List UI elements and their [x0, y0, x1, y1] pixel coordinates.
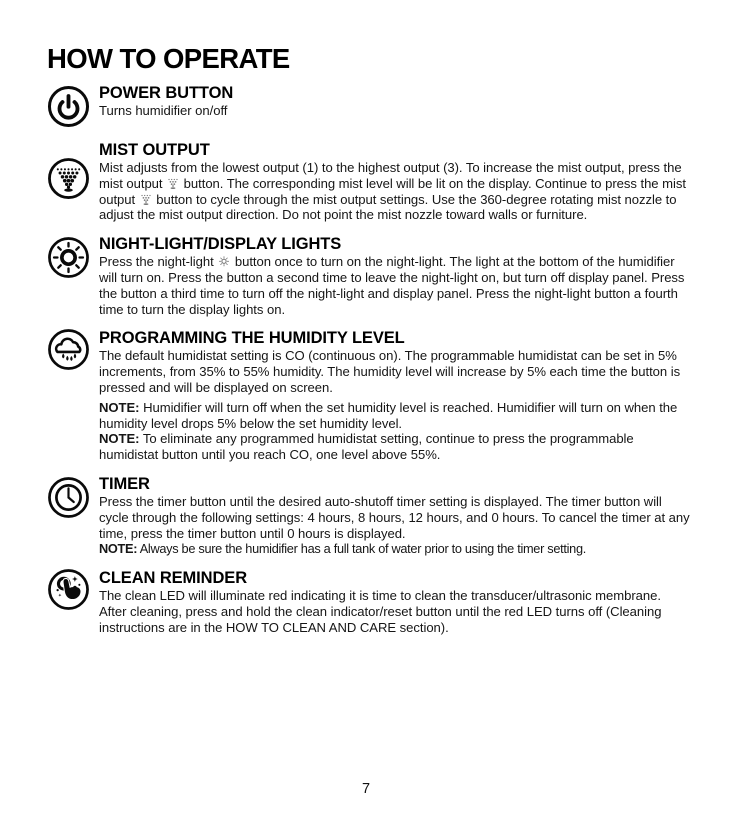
manual-page	[46, 45, 691, 648]
body-paragraph	[99, 348, 691, 395]
text-segment: button. The corresponding mist level will be lit on the display. Continue to press the mist output	[99, 175, 686, 207]
note-paragraph	[99, 541, 691, 557]
section-heading: POWER BUTTON	[99, 84, 234, 102]
body-paragraph	[99, 103, 691, 119]
section-paragraphs	[99, 494, 691, 557]
section-timer	[46, 475, 691, 557]
section-night-light-display-lights	[46, 235, 691, 317]
icon-column	[46, 141, 91, 223]
text-segment: button to cycle through the mist output settings. Use the 360-degree rotating mist nozzle to adjust the mist output direction. Do not point the mist nozzle toward walls or furniture.	[99, 191, 677, 223]
text-column	[99, 329, 691, 463]
section-programming-humidity-level	[46, 329, 691, 463]
section-heading: NIGHT-LIGHT/DISPLAY LIGHTS	[99, 235, 342, 254]
mist-inline-icon	[166, 176, 180, 190]
note-label: NOTE:	[99, 431, 140, 447]
body-paragraph	[99, 254, 691, 317]
section-paragraphs	[99, 103, 691, 119]
body-paragraph	[99, 160, 691, 223]
sun-inline-icon	[217, 254, 231, 268]
mist-inline-icon	[139, 192, 153, 206]
clean-reminder-icon	[46, 567, 91, 612]
section-heading: PROGRAMMING THE HUMIDITY LEVEL	[99, 329, 405, 348]
page-title: HOW TO OPERATE	[47, 43, 290, 74]
section-paragraphs	[99, 254, 691, 317]
section-heading: MIST OUTPUT	[99, 141, 210, 159]
icon-column	[46, 569, 91, 635]
section-paragraphs	[99, 588, 691, 635]
note-paragraph	[99, 431, 691, 463]
text-segment: button once to turn on the night-light. The light at the bottom of the humidifier will turn on. Press the button a second time to leave the night-light on, but turn off display panel. Press the button a third time to turn off the night-light and display panel. Press the night-light button a fourth time to turn the display lights on.	[99, 254, 685, 317]
text-segment: Press the timer button until the desired auto-shutoff timer setting is displayed. The timer button will cycle through the following settings: 4 hours, 8 hours, 12 hours, and 0 hours. To cancel the timer at any time, press the timer button until 0 hours is displayed.	[99, 493, 690, 541]
text-column	[99, 84, 691, 129]
icon-column	[46, 329, 91, 463]
note-label: NOTE:	[99, 399, 140, 415]
section-power-button	[46, 84, 691, 129]
text-segment: The default humidistat setting is CO (continuous on). The programmable humidistat can be set in 5% increments, from 35% to 55% humidity. The humidity level will increase by 5% each time the button is pressed and will be displayed on screen.	[99, 348, 681, 395]
night-light-icon	[46, 235, 91, 280]
text-column	[99, 141, 691, 223]
section-paragraphs	[99, 348, 691, 463]
text-segment: Always be sure the humidifier has a full tank of water prior to using the timer setting.	[137, 541, 586, 557]
humidity-icon	[46, 327, 91, 372]
text-segment: Turns humidifier on/off	[99, 103, 228, 118]
timer-icon	[46, 475, 91, 520]
text-column	[99, 475, 691, 557]
section-heading: CLEAN REMINDER	[99, 569, 248, 588]
text-segment: Humidifier will turn off when the set humidity level is reached. Humidifier will turn on when the humidity level drops 5% below the set humidity level.	[99, 399, 678, 431]
text-segment: The clean LED will illuminate red indicating it is time to clean the transducer/ultrasonic membrane. After cleaning, press and hold the clean indicator/reset button until the red LED turns off (Cleaning instructions are in the HOW TO CLEAN AND CARE section).	[99, 588, 662, 635]
section-paragraphs	[99, 160, 691, 223]
text-segment: To eliminate any programmed humidistat setting, continue to press the programmable humidistat button until you reach CO, one level above 55%.	[99, 431, 634, 463]
text-segment: Press the night-light	[99, 254, 218, 270]
section-heading: TIMER	[99, 474, 150, 493]
text-column	[99, 235, 691, 317]
body-paragraph	[99, 494, 691, 541]
note-label: NOTE:	[99, 541, 138, 557]
section-clean-reminder	[46, 569, 691, 635]
body-paragraph	[99, 588, 691, 635]
power-icon	[46, 84, 91, 129]
section-mist-output	[46, 141, 691, 223]
icon-column	[46, 475, 91, 557]
note-paragraph	[99, 400, 691, 432]
icon-column	[46, 235, 91, 317]
text-segment: Mist adjusts from the lowest output (1) to the highest output (3). To increase the mist output, press the mist output	[99, 160, 682, 191]
icon-column	[46, 84, 91, 129]
text-column	[99, 569, 691, 635]
page-number: 7	[361, 781, 371, 797]
mist-output-icon	[46, 156, 91, 201]
